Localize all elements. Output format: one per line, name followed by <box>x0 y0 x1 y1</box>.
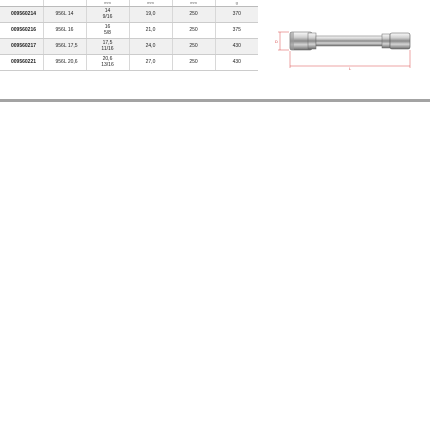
size-cell <box>86 23 129 39</box>
article-code: 009560216 <box>0 23 43 39</box>
model-number: 956L 14 <box>43 7 86 23</box>
table-row <box>0 39 258 55</box>
size-mm: 20,6 <box>102 56 113 62</box>
table-row <box>0 7 258 23</box>
model-number: 956L 17,5 <box>43 39 86 55</box>
dimension-l: 250 <box>172 55 215 71</box>
header-l: mm <box>172 0 215 7</box>
header-size: mm <box>86 0 129 7</box>
dimension-d: 19,0 <box>129 7 172 23</box>
size-inch: 9/16 <box>102 13 113 20</box>
dimension-d: 21,0 <box>129 23 172 39</box>
weight: 430 <box>215 39 258 55</box>
size-mm: 14 <box>104 8 111 14</box>
model-number: 956L 16 <box>43 23 86 39</box>
spec-table <box>0 0 258 71</box>
table-row <box>0 23 258 39</box>
wrench-body <box>290 32 410 50</box>
article-code: 009560217 <box>0 39 43 55</box>
dimension-l: 250 <box>172 39 215 55</box>
table-row <box>0 55 258 71</box>
dimension-d: 24,0 <box>129 39 172 55</box>
size-mm: 16 <box>104 24 111 30</box>
size-inch: 5/8 <box>104 29 111 36</box>
article-code: 009560221 <box>0 55 43 71</box>
size-mm: 17,5 <box>102 40 113 46</box>
dimension-l-label: L <box>349 66 352 71</box>
model-number: 956L 20,6 <box>43 55 86 71</box>
dimension-d-label: D <box>275 39 278 44</box>
size-inch: 11/16 <box>101 45 114 52</box>
size-cell <box>86 39 129 55</box>
divider <box>0 99 430 102</box>
article-code: 009560214 <box>0 7 43 23</box>
header-d: mm <box>129 0 172 7</box>
dimension-l: 250 <box>172 7 215 23</box>
weight: 370 <box>215 7 258 23</box>
size-cell <box>86 7 129 23</box>
header-weight: g <box>215 0 258 7</box>
size-inch: 13/16 <box>101 61 114 68</box>
socket-wrench-drawing <box>272 18 422 78</box>
weight: 375 <box>215 23 258 39</box>
size-cell <box>86 55 129 71</box>
dimension-l: 250 <box>172 23 215 39</box>
weight: 430 <box>215 55 258 71</box>
dimension-d: 27,0 <box>129 55 172 71</box>
